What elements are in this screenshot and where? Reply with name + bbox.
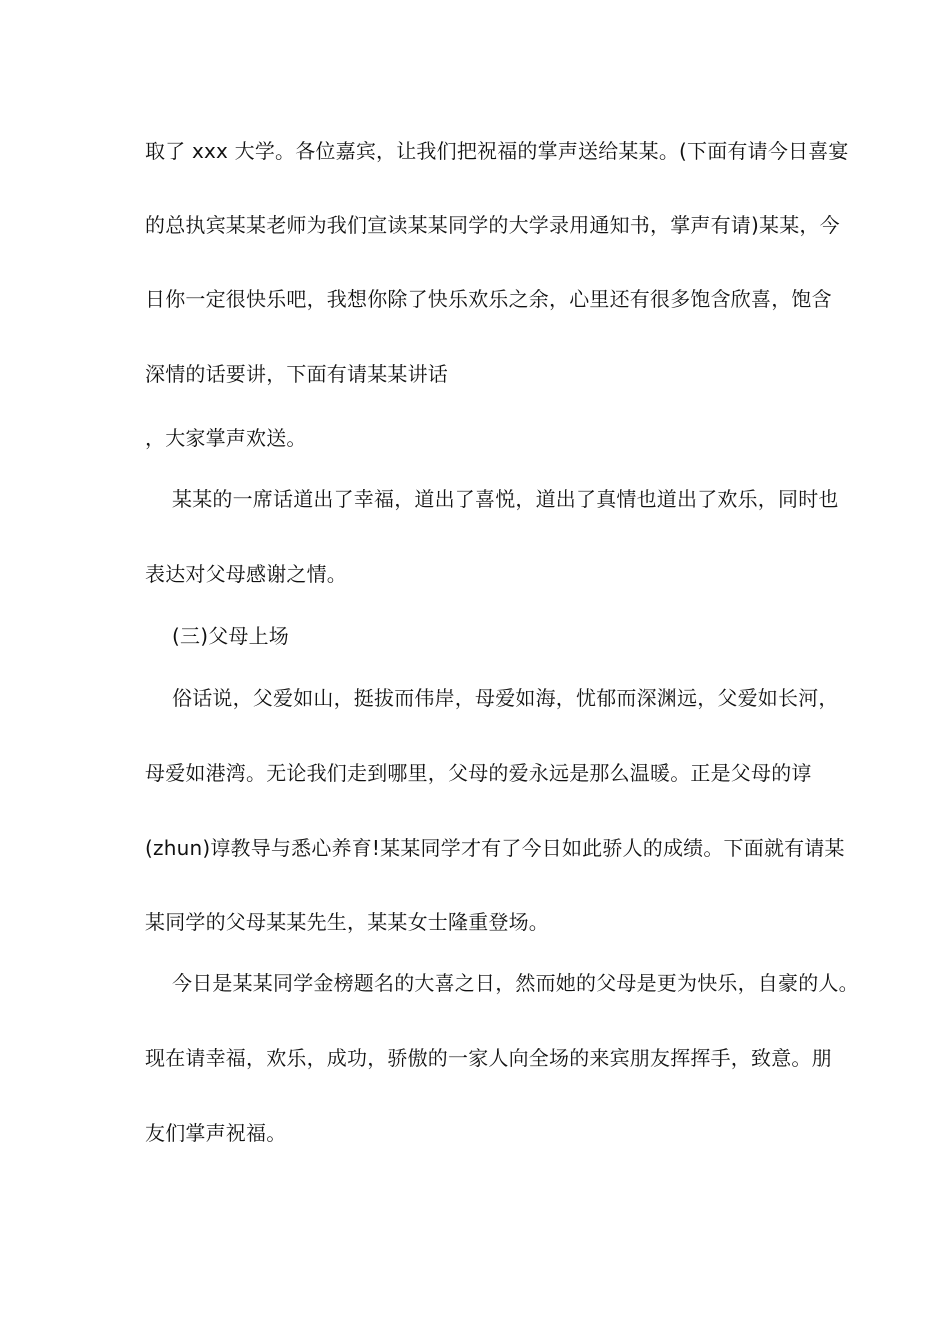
text-line: 日你一定很快乐吧，我想你除了快乐欢乐之余，心里还有很多饱含欣喜，饱含 (145, 287, 832, 311)
section-heading: (三)父母上场 (172, 624, 290, 648)
text-line: ，大家掌声欢送。 (145, 426, 307, 450)
paragraph-start-line: 某某的一席话道出了幸福，道出了喜悦，道出了真情也道出了欢乐，同时也 (172, 487, 839, 511)
text-line: 友们掌声祝福。 (145, 1121, 287, 1145)
text-line: 取了 xxx 大学。各位嘉宾，让我们把祝福的掌声送给某某。(下面有请今日喜宴 (145, 139, 849, 163)
paragraph-start-line: 今日是某某同学金榜题名的大喜之日，然而她的父母是更为快乐，自豪的人。 (172, 971, 859, 995)
text-line: (zhun)谆教导与悉心养育!某某同学才有了今日如此骄人的成绩。下面就有请某 (145, 836, 845, 860)
text-line: 的总执宾某某老师为我们宣读某某同学的大学录用通知书，掌声有请)某某，今 (145, 213, 840, 237)
paragraph-start-line: 俗话说，父爱如山，挺拔而伟岸，母爱如海，忧郁而深渊远，父爱如长河， (172, 686, 839, 710)
text-line: 表达对父母感谢之情。 (145, 562, 347, 586)
text-line: 深情的话要讲，下面有请某某讲话 (145, 362, 448, 386)
text-line: 母爱如港湾。无论我们走到哪里，父母的爱永远是那么温暖。正是父母的谆 (145, 761, 812, 785)
text-line: 某同学的父母某某先生，某某女士隆重登场。 (145, 910, 549, 934)
text-line: 现在请幸福，欢乐，成功，骄傲的一家人向全场的来宾朋友挥挥手，致意。朋 (145, 1046, 832, 1070)
